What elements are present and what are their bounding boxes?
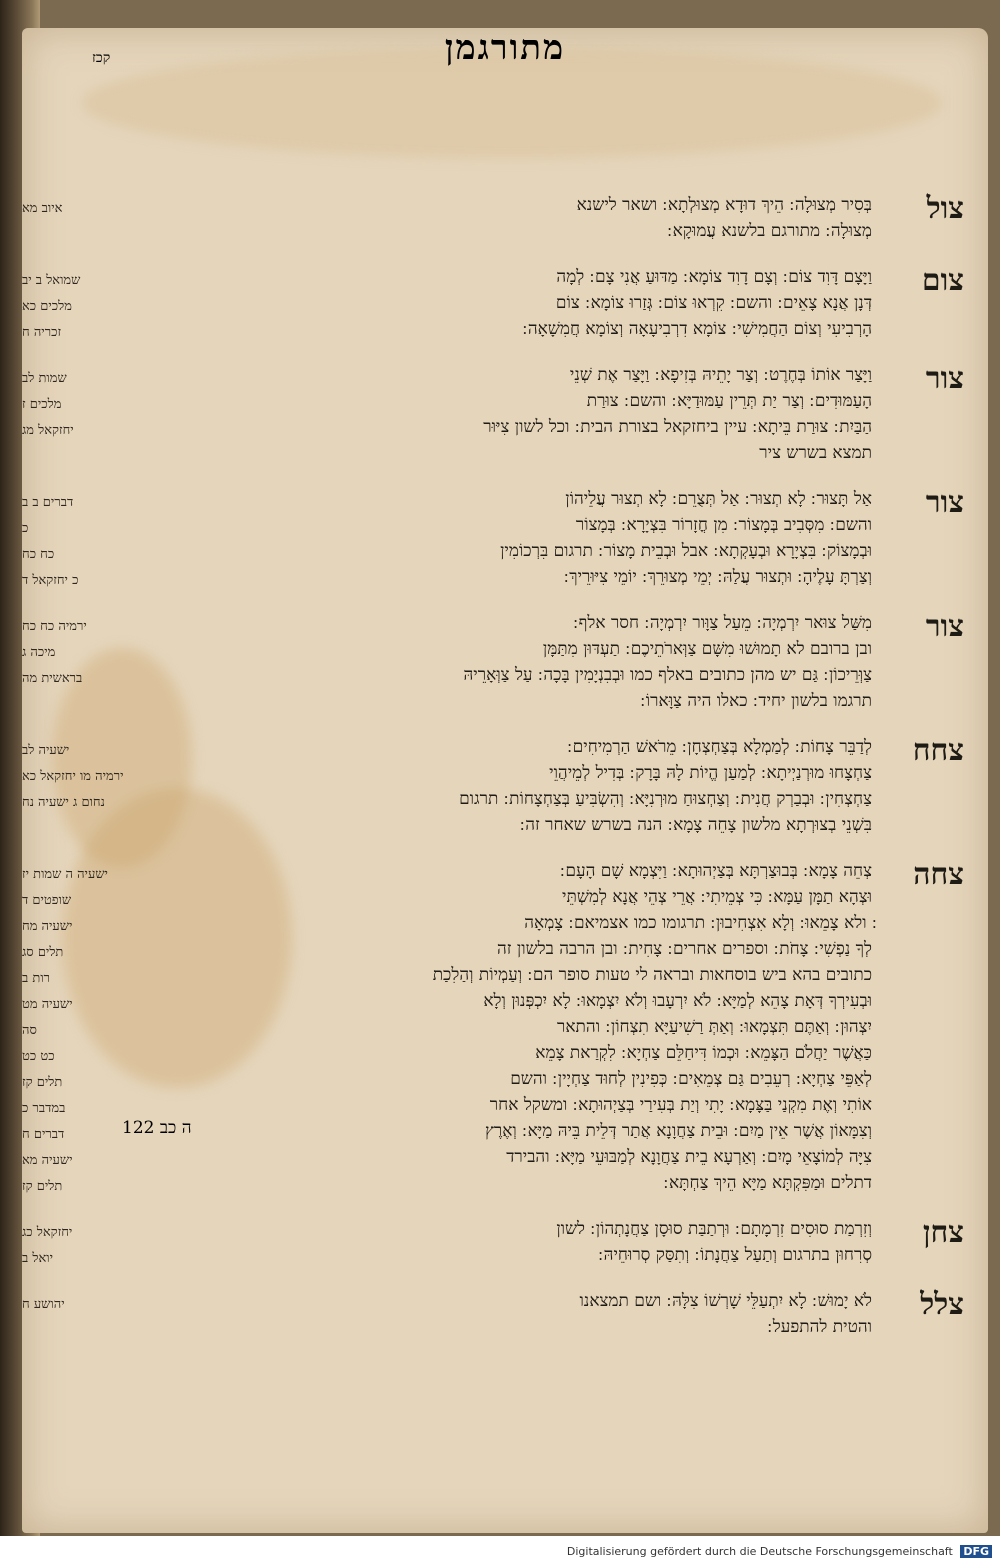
marginal-references xyxy=(22,490,172,594)
margin-reference: יחזקאל מג xyxy=(22,423,74,438)
margin-reference: כ יחזקאל ד xyxy=(22,573,79,588)
entry-line: וּבְמָצוֹק ׃ בִּצְיָרָא וּבְעָקְתָא ׃ אבל וּבְבֵית מָצוֹר ׃ תרגום בִּרְכוֹמִין xyxy=(500,541,872,561)
dictionary-entry xyxy=(22,1215,964,1268)
entry-root-word: צחן xyxy=(922,1215,964,1250)
entry-line: צַחְצְחִין ׃ וּבְבַרְק חֲנִית ׃ וְצַחְצוּחַ מוּרְנִיָּא ׃ וְהִשְׂבִּיעַ בְּצַחְצָחוֹת ׃ תרגום xyxy=(459,789,872,809)
margin-reference: נחום ג ישעיה נח xyxy=(22,795,105,810)
entry-line: מִשַּׁל צוּאר יִרְמְיָה ׃ מֵעַל צַוָּור יִרְמְיָה ׃ חסר אלף ׃ xyxy=(573,613,872,633)
entry-line: וְצִמָּאוֹן אֲשֶׁר אֵין מַיִם ׃ וּבֵית צַחֲוָנָא אֲתַר דְּלֵית בֵּיהּ מַיָּא ׃ וְאֶרֶץ xyxy=(485,1121,872,1141)
margin-reference: סה xyxy=(22,1023,37,1038)
margin-reference: ישעיה מח xyxy=(22,919,73,934)
margin-reference: במדבר כ xyxy=(22,1101,66,1116)
marginal-references xyxy=(22,614,172,718)
margin-reference: שמואל ב יב xyxy=(22,273,81,288)
marginal-references xyxy=(22,196,172,248)
entry-line: וּבְעִירְךָ דְּאָת צָהֵא לְמַיָּא ׃ לֹא יִרְעָבוּ וְלֹא יִצְמָאוּ ׃ לָא יִכְפְּנוּן וְלָא xyxy=(483,991,872,1011)
margin-reference: תלים סג xyxy=(22,945,64,960)
margin-reference: ישעיה לב xyxy=(22,743,70,758)
entry-line: אַל תָּצוּר ׃ לָא תְצוּר ׃ אַל תְּצֻרֵם ׃ לָא תְצוּר עֲלֵיהוֹן xyxy=(565,489,872,509)
dictionary-entry xyxy=(22,485,964,590)
margin-reference: בראשית מה xyxy=(22,671,83,686)
entry-root-word: צור xyxy=(925,609,964,644)
entry-line: והשם ׃ מִסְּבִיב בְּמָצוֹר ׃ מִן חֳזָרוֹר בִּצְיָרָא ׃ בְּמָצוֹר xyxy=(575,515,872,535)
margin-reference: מלכים ז xyxy=(22,397,62,412)
signature-mark: ה כב 122 xyxy=(122,1118,192,1138)
entry-root-word: צום xyxy=(921,263,964,298)
margin-reference: איוב מא xyxy=(22,201,63,216)
book-page xyxy=(22,28,988,1533)
entry-line: מְצוּלָה ׃ מתורגם בלשנא עֲמוּקָא ׃ xyxy=(667,221,872,241)
entry-line: צַוְּרֵיכוֹן ׃ גַּם יש מהן כתובים באלף כמו וּבְבִנְיָמִין בָּכָה ׃ עַל צַוְּאָרֵיהּ xyxy=(463,665,872,685)
footer-text: Digitalisierung gefördert durch die Deutsche Forschungsgemeinschaft xyxy=(566,1545,953,1558)
entry-line: צְחֵה צָמָא ׃ בְּבוּצַרְתָּא בְּצַיְהוּתָא ׃ וַיִּצְמָא שָׁם הָעָם ׃ xyxy=(559,861,872,881)
entry-root-word: צור xyxy=(925,485,964,520)
margin-reference xyxy=(22,692,172,718)
entry-line: וְזִרְמַת סוּסִים זִרְמָתָם ׃ וּרְתַבַּת סוּסָן צַחֲנָתְהוֹן ׃ לשון xyxy=(556,1219,872,1239)
dictionary-entry xyxy=(22,361,964,466)
margin-reference: ישעיה ה שמות יז xyxy=(22,867,108,882)
entry-line: וְצַרְתָּ עָלֶיהָ ׃ וּתְצוּר עֲלַהּ ׃ יְמֵי מְצוּרֵךְ ׃ יוֹמֵי צִיּוּרֵיךְ ׃ xyxy=(563,567,872,587)
margin-reference: שמות לב xyxy=(22,371,67,386)
entry-line: לְךָ נַפְשִׁי ׃ צָחֹת ׃ וספרים אחרים ׃ צָחִית ׃ ובן הרבה בלשון זה xyxy=(497,939,872,959)
margin-reference: דברים ח xyxy=(22,1127,65,1142)
margin-reference: דברים ב ב xyxy=(22,495,74,510)
margin-reference: ישעיה מא xyxy=(22,1153,73,1168)
margin-reference xyxy=(22,1318,172,1344)
margin-reference: זכריה ח xyxy=(22,325,62,340)
marginal-references xyxy=(22,1292,172,1344)
entry-root-word: צחה xyxy=(913,857,964,892)
entry-root-word: צחח xyxy=(912,733,964,768)
entry-line: ובן ברובם לא תָמוּשׁוּ מִשָּׁם צַוְּארֹתֵיכֶם ׃ תַעְדּוּן מִתַּמָּן xyxy=(542,639,872,659)
entry-line: ׃ ולא צָמֵאוּ ׃ וְלָא אִצְחִיבוּן ׃ תרגומו כמו אצמיאם ׃ צָמְאָה xyxy=(524,913,872,933)
entry-line: לְאַפֵּי צַחְיָא ׃ רְעֵבִים גַּם צְמֵאִים ׃ כְּפִינִין לְחוּד צַחְיָין ׃ והשם xyxy=(510,1069,872,1089)
margin-reference: שופטים ד xyxy=(22,893,72,908)
marginal-references xyxy=(22,738,172,842)
entry-line: תמצא בשרש ציר xyxy=(759,443,872,463)
margin-reference: תלים קז xyxy=(22,1179,63,1194)
dfg-logo: DFG xyxy=(960,1545,992,1558)
margin-reference xyxy=(22,222,172,248)
margin-reference: כח כח xyxy=(22,547,55,562)
entry-line: צִיָּה לְמוֹצָאֵי מָיִם ׃ וְאַרְעָא בֵית צַחֲוָנָא לְמַבּוּעֵי מַיָּא ׃ והבירד xyxy=(506,1147,872,1167)
margin-reference: מלכים כא xyxy=(22,299,72,314)
entry-line: הַבַּיִת ׃ צוּרַת בֵּיתָא ׃ עיין ביחזקאל בצורת הבית ׃ וכל לשון צִיּוּר xyxy=(483,417,872,437)
margin-reference: ירמיה מו יחזקאל כא xyxy=(22,769,124,784)
entry-root-word: צור xyxy=(925,361,964,396)
entry-line: וּצְהָא תַמָּן עַמָּא ׃ כִּי צְמֵיתִי ׃ אֲרֵי צְהֵי אֲנָא לְמִשְׁתֵּי xyxy=(562,887,872,907)
entry-line: אוֹתִי וְאֶת מִקְנַי בַּצָּמָא ׃ יָתִי וְיַת בְּעִירַי בְּצַיְהוּתָא ׃ ומשקל אחר xyxy=(489,1095,872,1115)
margin-reference: רות ב xyxy=(22,971,51,986)
dictionary-entry xyxy=(22,263,964,342)
marginal-references xyxy=(22,1220,172,1272)
margin-reference: יהושע ח xyxy=(22,1297,65,1312)
marginal-references xyxy=(22,268,172,346)
page-header-title: מתורגמן xyxy=(444,28,566,68)
margin-reference: ירמיה כח כח xyxy=(22,619,87,634)
margin-reference: יואל ב xyxy=(22,1251,54,1266)
entry-line: לֹא יָמוּשׁ ׃ לָא יִתְעַלֵּי שָׁרְשׁוֹ צִלָּהּ ׃ ושם תמצאנו xyxy=(579,1291,872,1311)
folio-number: קכז xyxy=(92,50,111,66)
entry-line: כתובים בהא ביש בוסחאות ובראה לי טעות סופר הם ׃ וְעַמְיוֹת וְהַלִכַת xyxy=(432,965,872,985)
margin-reference: כט כט xyxy=(22,1049,55,1064)
margin-reference: תלים קז xyxy=(22,1075,63,1090)
entry-line: צַחְצָחוּ מוּרְנַיְיתָא ׃ לְמַעַן הֱיוֹת לָהּ בָּרָק ׃ בְּדִיל לְמֵיהֲוֵי xyxy=(549,763,872,783)
entry-line: דתלים וּמַפִּקְתָּא מַיָּא הֵיךְ צַחְתָּא ׃ xyxy=(663,1173,872,1193)
margin-reference: יחזקאל כג xyxy=(22,1225,73,1240)
margin-reference: מיכה ג xyxy=(22,645,56,660)
dictionary-entry xyxy=(22,733,964,838)
dictionary-entry xyxy=(22,1287,964,1340)
dictionary-entry xyxy=(22,609,964,714)
digitization-footer xyxy=(567,1545,992,1558)
entry-line: תרגמו בלשון יחיד ׃ כאלו היה צַוָּארוֹ ׃ xyxy=(640,691,872,711)
entry-root-word: צלל xyxy=(920,1287,964,1322)
entry-line: לְדַבֵּר צָחוֹת ׃ לְמַמְלָא בְּצַחְצְחָן ׃ מֵרֹאשׁ הַרְמִיחִים ׃ xyxy=(567,737,872,757)
entry-line: בְּסִיר מְצוּלָה ׃ הֵיךְ דוּדָא מְצוּלְתָא ׃ ושאר לישנא xyxy=(576,195,872,215)
entry-line: בִּשְׁנֵי בְצוּרְתָא מלשון צָחֵה צָמָא ׃ הנה בשרש שאחר זה ׃ xyxy=(519,815,872,835)
margin-reference: כ xyxy=(22,521,29,536)
entry-line: וַיָּצָם דָּוִד צוֹם ׃ וְצָם דָוִד צוֹמָא ׃ מַדּוּעַ אֲנִי צָם ׃ לְמָה xyxy=(556,267,872,287)
margin-reference xyxy=(22,816,172,842)
entry-line: וַיָּצַר אוֹתוֹ בְּחֶרֶט ׃ וְצַר יָתֵיהּ בְּזִיפָא ׃ וַיָּצַר אֶת שְׁנֵי xyxy=(569,365,872,385)
entry-line: הָרְבִיעִי וְצוֹם הַחֲמִישִׁי ׃ צוֹמָא דִרְבִיעָאָה וְצוֹמָא חֲמִשָׁאָה ׃ xyxy=(522,319,872,339)
margin-reference: ישעיה מט xyxy=(22,997,73,1012)
dictionary-entry xyxy=(22,191,964,244)
entry-root-word: צול xyxy=(926,191,964,226)
entry-line: כַּאֲשֶׁר יַחֲלֹם הַצָּמֵא ׃ וּכְמוֹ דִּיחַלֵּם צַחְיָא ׃ לִקְרַאת צָמֵא xyxy=(535,1043,872,1063)
entry-line: סְרִחוּן בתרגום וְתַעַל צַחֲנָתוֹ ׃ וְתִסַּק סְרוּחֵיהּ ׃ xyxy=(598,1245,872,1265)
entry-line: הָעַמּוּדִים ׃ וְצַר יַת תְּרֵין עַמּוּדַיָּא ׃ והשם ׃ צוּרַת xyxy=(586,391,872,411)
entry-line: והטית להתפעל ׃ xyxy=(767,1317,872,1337)
marginal-references xyxy=(22,366,172,470)
margin-reference xyxy=(22,444,172,470)
entry-line: דְּנָן אֲנָא צָאֵים ׃ והשם ׃ קִרְאוּ צוֹם ׃ גְּזַרוּ צוֹמָא ׃ צוֹם xyxy=(555,293,872,313)
marginal-references xyxy=(22,862,172,1200)
entry-line: יִצְהוּן ׃ וְאַתֶּם תִּצְמָאוּ ׃ וְאַתְּ רַשִׁיעַיָּא תִצְחוֹן ׃ והתאר xyxy=(557,1017,872,1037)
